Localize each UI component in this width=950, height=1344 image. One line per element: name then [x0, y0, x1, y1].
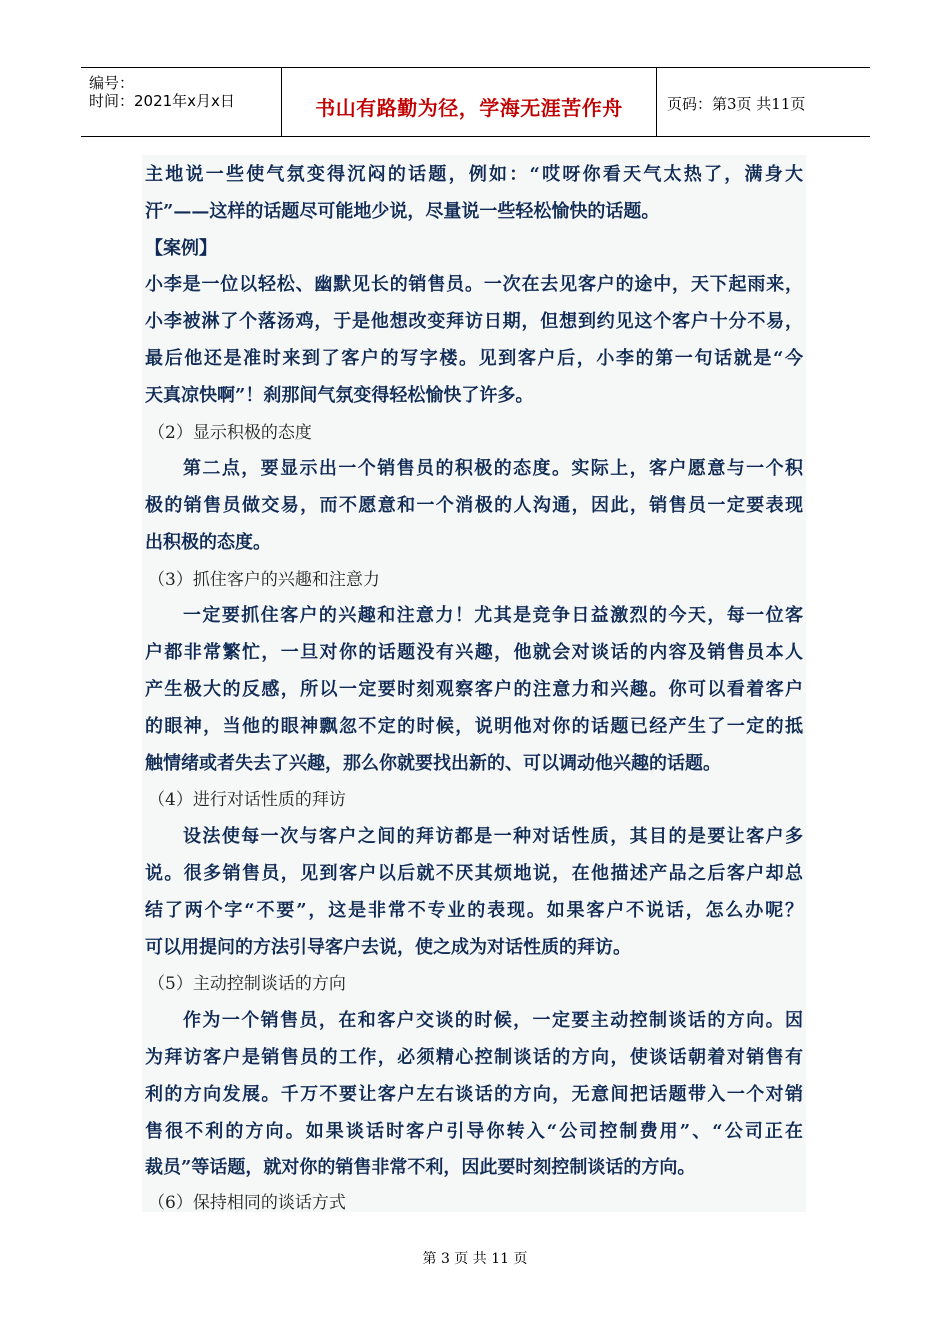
section-heading: （5）主动控制谈话的方向 [148, 974, 346, 994]
body-line: 户都非常繁忙，一旦对你的话题没有兴趣，他就会对谈话的内容及销售员本人 [145, 642, 803, 663]
body-line: 极的销售员做交易，而不愿意和一个消极的人沟通，因此，销售员一定要表现 [145, 495, 803, 516]
body-line: 利的方向发展。千万不要让客户左右谈话的方向，无意间把话题带入一个对销 [145, 1084, 803, 1105]
body-line: 作为一个销售员，在和客户交谈的时候，一定要主动控制谈话的方向。因 [183, 1010, 803, 1031]
body-line: 一定要抓住客户的兴趣和注意力！尤其是竞争日益激烈的今天，每一位客 [183, 605, 803, 626]
section-heading: （3）抓住客户的兴趣和注意力 [148, 570, 380, 590]
body-line: 汗”——这样的话题尽可能地少说，尽量说一些轻松愉快的话题。 [145, 201, 660, 222]
case-heading: 【案例】 [145, 238, 217, 259]
body-line: 第二点，要显示出一个销售员的积极的态度。实际上，客户愿意与一个积 [183, 458, 803, 479]
document-number-label: 编号： [89, 74, 135, 92]
body-line: 主地说一些使气氛变得沉闷的话题，例如：“哎呀你看天气太热了，满身大 [145, 164, 803, 185]
body-line: 的眼神，当他的眼神飘忽不定的时候，说明他对你的话题已经产生了一定的抵 [145, 716, 803, 737]
body-line: 小李是一位以轻松、幽默见长的销售员。一次在去见客户的途中，天下起雨来， [145, 274, 803, 295]
document-header [81, 67, 870, 137]
body-line: 设法使每一次与客户之间的拜访都是一种对话性质，其目的是要让客户多 [183, 826, 803, 847]
section-heading: （6）保持相同的谈话方式 [148, 1193, 346, 1213]
body-line: 产生极大的反感，所以一定要时刻观察客户的注意力和兴趣。你可以看着客户 [145, 679, 803, 700]
body-line: 出积极的态度。 [145, 532, 271, 553]
body-line: 结了两个字“不要”，这是非常不专业的表现。如果客户不说话，怎么办呢？ [145, 900, 803, 921]
header-page-cell [657, 68, 870, 136]
section-heading: （4）进行对话性质的拜访 [148, 790, 346, 810]
header-motto-cell [282, 68, 657, 136]
body-line: 天真凉快啊”！刹那间气氛变得轻松愉快了许多。 [145, 385, 534, 406]
section-heading: （2）显示积极的态度 [148, 423, 312, 443]
body-line: 最后他还是准时来到了客户的写字楼。见到客户后，小李的第一句话就是“今 [145, 348, 803, 369]
header-page-info: 页码：第3页 共11页 [667, 95, 806, 113]
body-line: 触情绪或者失去了兴趣，那么你就要找出新的、可以调动他兴趣的话题。 [145, 753, 721, 774]
document-body [142, 155, 806, 1212]
body-line: 售很不利的方向。如果谈话时客户引导你转入“公司控制费用”、“公司正在 [145, 1121, 803, 1142]
body-line: 裁员”等话题，就对你的销售非常不利，因此要时刻控制谈话的方向。 [145, 1157, 696, 1178]
header-motto: 书山有路勤为径，学海无涯苦作舟 [315, 96, 623, 120]
header-meta-cell [81, 68, 282, 136]
body-line: 可以用提问的方法引导客户去说，使之成为对话性质的拜访。 [145, 937, 631, 958]
body-line: 说。很多销售员，见到客户以后就不厌其烦地说，在他描述产品之后客户却总 [145, 863, 803, 884]
body-line: 小李被淋了个落汤鸡，于是他想改变拜访日期，但想到约见这个客户十分不易， [145, 311, 803, 332]
document-date-label: 时间：2021年x月x日 [89, 92, 235, 110]
body-line: 为拜访客户是销售员的工作，必须精心控制谈话的方向，使谈话朝着对销售有 [145, 1047, 803, 1068]
page-footer: 第 3 页 共 11 页 [422, 1251, 528, 1267]
